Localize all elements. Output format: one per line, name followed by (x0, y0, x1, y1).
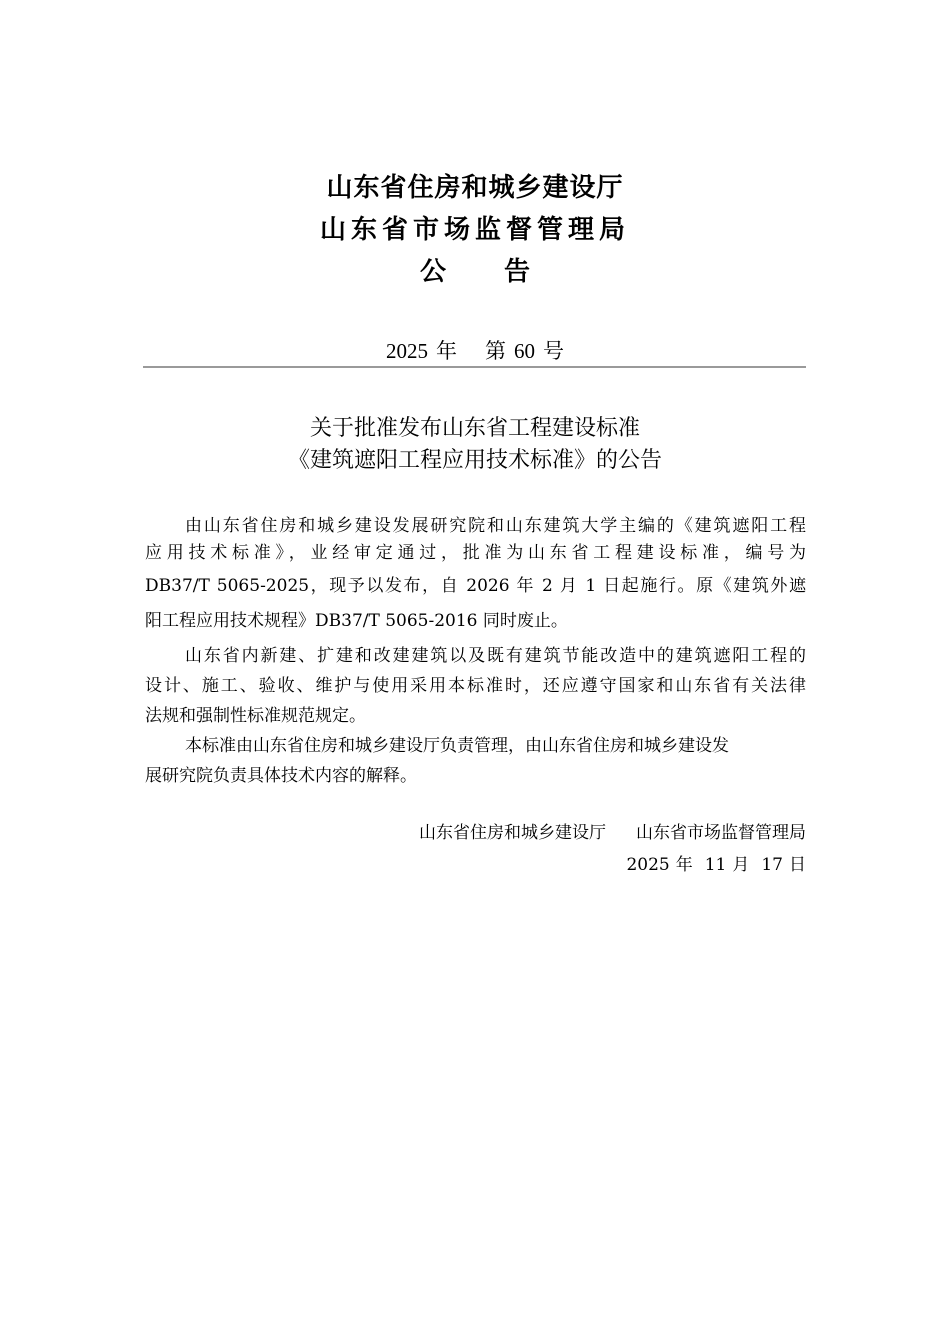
number-value: 60 (514, 339, 535, 363)
header-divider (143, 366, 806, 368)
paragraph-2-line-3: 法规和强制性标准规范规定。 (145, 706, 366, 726)
date-month-unit: 月 (732, 855, 750, 875)
paragraph-3-line-2: 展研究院负责具体技术内容的解释。 (145, 766, 417, 786)
date-year: 2025 (626, 855, 670, 875)
signature-issuer-housing-department: 山东省住房和城乡建设厅 (419, 823, 606, 843)
paragraph-1-line-2: 应用技术标准》，业经审定通过，批准为山东省工程建设标准，编号为 (145, 543, 806, 563)
notice-heading (0, 252, 950, 292)
signature-issuer-market-regulation-bureau: 山东省市场监督管理局 (636, 823, 806, 843)
document-title-line-2: 《建筑遮阳工程应用技术标准》的公告 (287, 448, 662, 473)
signature-issuers (419, 821, 806, 845)
document-number (0, 336, 950, 366)
number-prefix: 第 (485, 339, 506, 363)
date-month: 11 (704, 855, 727, 875)
number-year: 2025 (386, 339, 428, 363)
number-suffix: 号 (543, 339, 564, 363)
paragraph-1-line-1: 由山东省住房和城乡建设发展研究院和山东建筑大学主编的《建筑遮阳工程 (185, 516, 806, 536)
paragraph-3-line-1: 本标准由山东省住房和城乡建设厅负责管理，由山东省住房和城乡建设发 (185, 736, 729, 756)
paragraph-1-line-3: DB37/T 5065-2025，现予以发布，自 2026 年 2 月 1 日起施行。原《建筑外遮 (145, 576, 806, 596)
paragraph-2-line-2: 设计、施工、验收、维护与使用采用本标准时，还应遵守国家和山东省有关法律 (145, 676, 806, 696)
paragraph-2-line-1: 山东省内新建、扩建和改建建筑以及既有建筑节能改造中的建筑遮阳工程的 (185, 646, 806, 666)
document-title-line-1: 关于批准发布山东省工程建设标准 (309, 416, 640, 441)
date-day: 17 (761, 855, 783, 875)
issuer-market-regulation-bureau: 山东省市场监督管理局 (319, 215, 630, 245)
notice-heading-char-2: 告 (504, 257, 531, 287)
issuer-housing-department: 山东省住房和城乡建设厅 (326, 173, 624, 203)
signature-date (626, 853, 806, 877)
date-day-unit: 日 (789, 855, 806, 875)
number-year-unit: 年 (436, 339, 457, 363)
date-year-unit: 年 (675, 855, 693, 875)
paragraph-1-line-4: 阳工程应用技术规程》DB37/T 5065-2016 同时废止。 (145, 611, 568, 631)
notice-heading-char-1: 公 (419, 257, 446, 287)
